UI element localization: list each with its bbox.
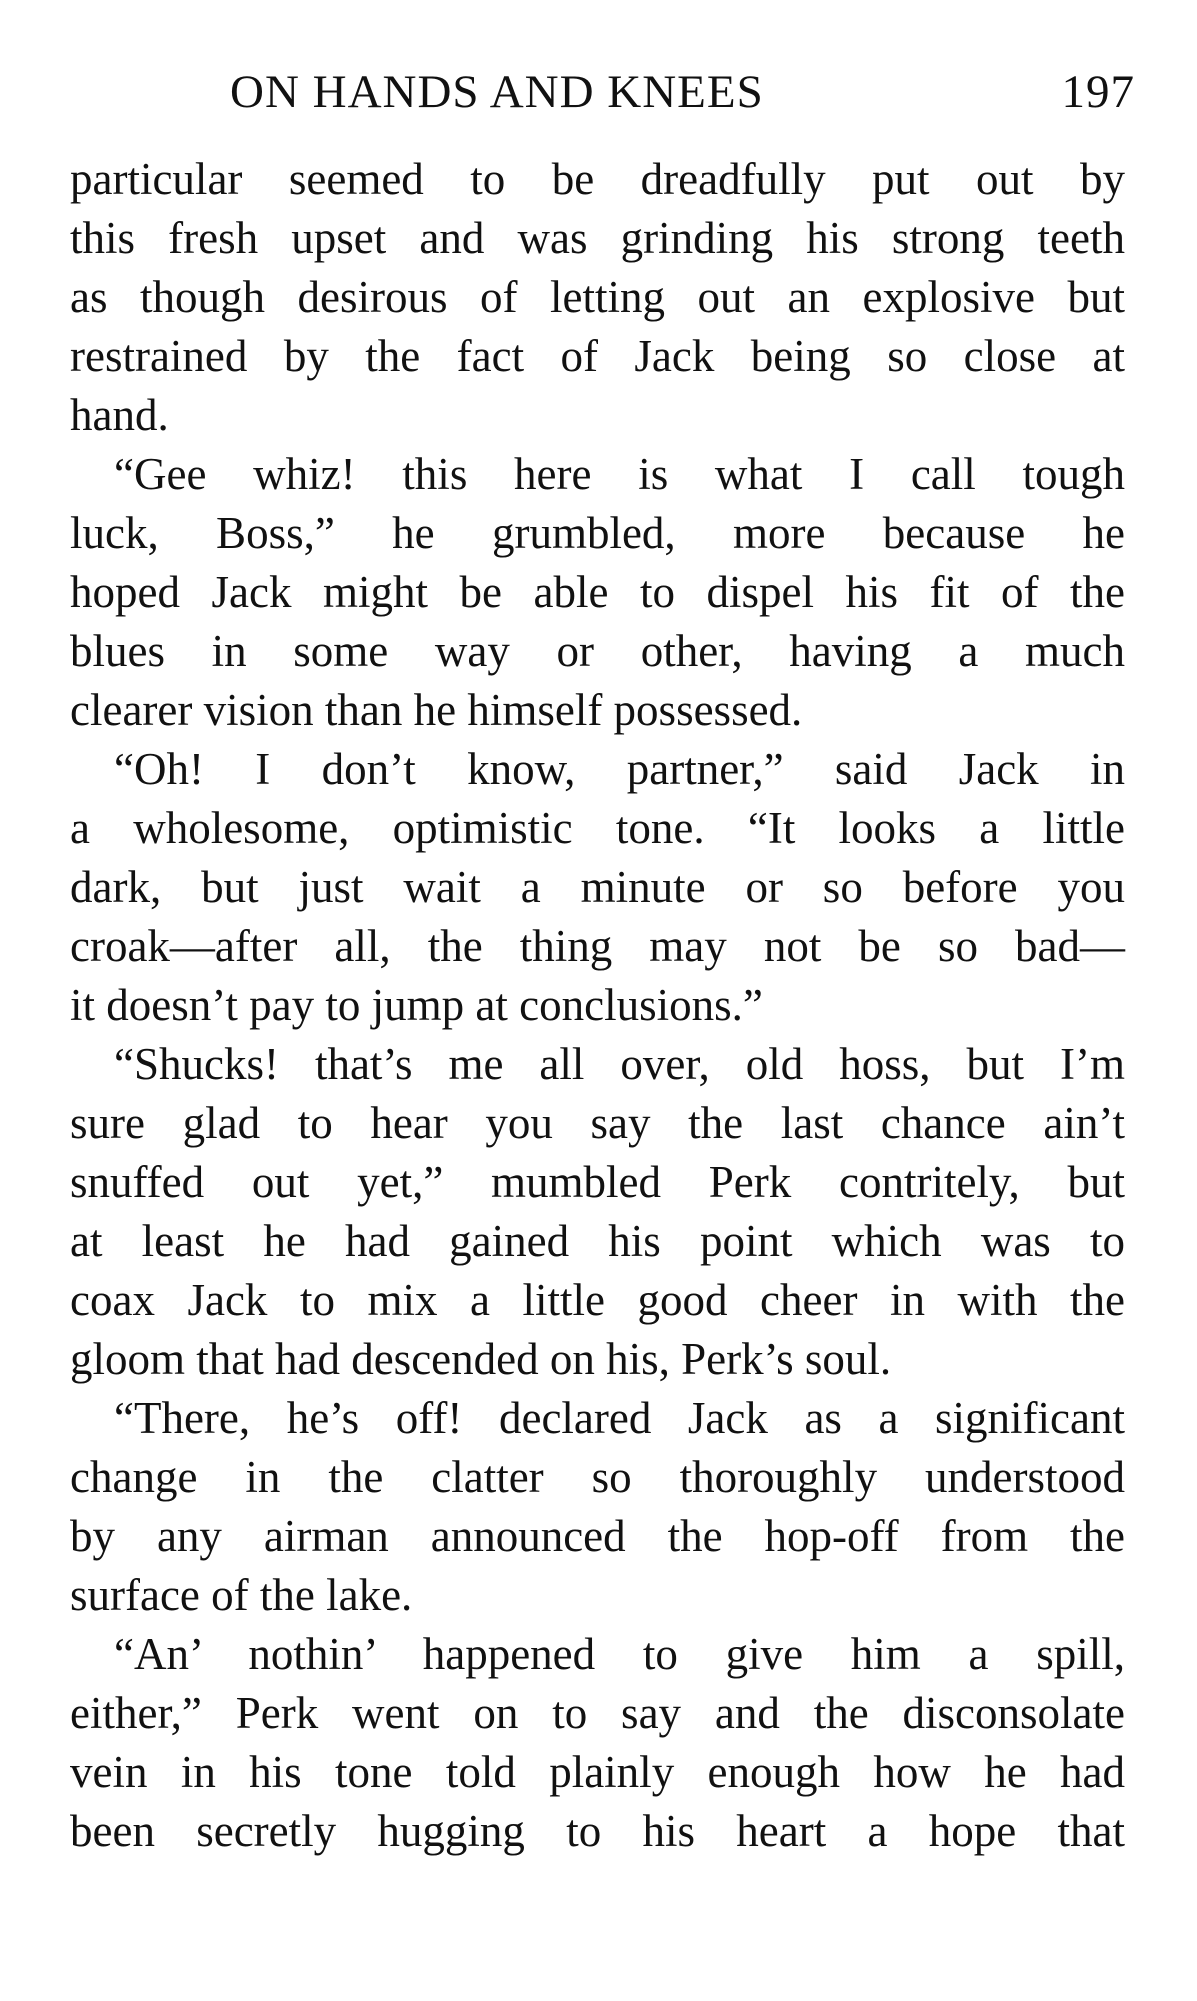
- text-line: sure glad to hear you say the last chance ain’t: [70, 1098, 1125, 1148]
- text-line: dark, but just wait a minute or so before you: [70, 862, 1125, 912]
- text-line: clearer vision than he himself possessed.: [70, 685, 803, 735]
- text-line: croak—after all, the thing may not be so bad—: [70, 921, 1125, 971]
- text-line: snuffed out yet,” mumbled Perk contritely, but: [70, 1157, 1125, 1207]
- text-line: “Shucks! that’s me all over, old hoss, but I’m: [114, 1039, 1125, 1089]
- running-header: [230, 62, 1135, 122]
- text-line: gloom that had descended on his, Perk’s soul.: [70, 1334, 892, 1384]
- text-line: vein in his tone told plainly enough how he had: [70, 1747, 1125, 1797]
- text-line: hand.: [70, 390, 169, 440]
- text-line: blues in some way or other, having a much: [70, 626, 1125, 676]
- text-line: it doesn’t pay to jump at conclusions.”: [70, 980, 763, 1030]
- text-line: “Oh! I don’t know, partner,” said Jack in: [114, 744, 1125, 794]
- text-line: restrained by the fact of Jack being so close at: [70, 331, 1125, 381]
- text-line: at least he had gained his point which was to: [70, 1216, 1125, 1266]
- text-line: by any airman announced the hop-off from the: [70, 1511, 1125, 1561]
- text-line: this fresh upset and was grinding his strong teeth: [70, 213, 1125, 263]
- text-line: “There, he’s off! declared Jack as a significant: [114, 1393, 1125, 1443]
- text-line: either,” Perk went on to say and the disconsolate: [70, 1688, 1125, 1738]
- text-line: surface of the lake.: [70, 1570, 413, 1620]
- page-number: 197: [1061, 66, 1135, 118]
- text-line: been secretly hugging to his heart a hope that: [70, 1806, 1125, 1856]
- running-title: ON HANDS AND KNEES: [230, 66, 764, 118]
- text-line: change in the clatter so thoroughly understood: [70, 1452, 1125, 1502]
- text-line: a wholesome, optimistic tone. “It looks a little: [70, 803, 1125, 853]
- text-line: “Gee whiz! this here is what I call tough: [114, 449, 1125, 499]
- text-line: luck, Boss,” he grumbled, more because he: [70, 508, 1125, 558]
- text-line: as though desirous of letting out an explosive but: [70, 272, 1125, 322]
- text-line: “An’ nothin’ happened to give him a spill,: [114, 1629, 1125, 1679]
- text-line: hoped Jack might be able to dispel his fit of the: [70, 567, 1125, 617]
- text-line: particular seemed to be dreadfully put out by: [70, 154, 1125, 204]
- text-line: coax Jack to mix a little good cheer in with the: [70, 1275, 1125, 1325]
- body-text: [70, 150, 1125, 1861]
